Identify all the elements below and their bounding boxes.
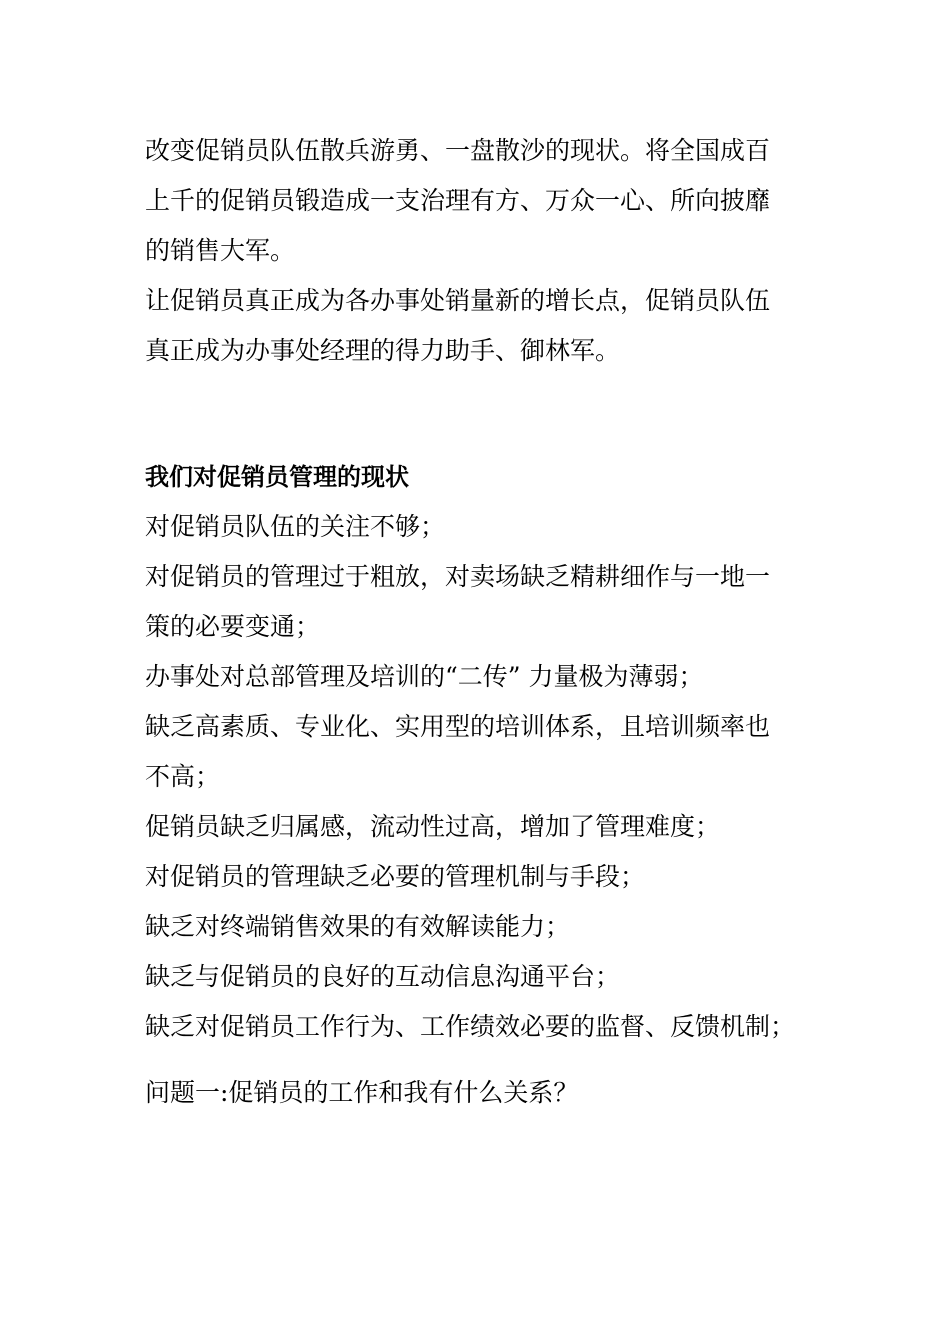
status-line: 办事处对总部管理及培训的“二传” 力量极为薄弱； (145, 662, 704, 691)
status-line: 缺乏高素质、专业化、实用型的培训体系，且培训频率也 (145, 712, 771, 741)
intro-line: 真正成为办事处经理的得力助手、御林军。 (145, 336, 621, 365)
document-page (145, 126, 825, 1118)
section-heading: 我们对促销员管理的现状 (145, 463, 409, 491)
status-line: 对促销员的管理过于粗放，对卖场缺乏精耕细作与一地一 (145, 562, 771, 591)
intro-line: 让促销员真正成为各办事处销量新的增长点，促销员队伍 (145, 286, 771, 315)
status-line: 不高； (145, 762, 221, 791)
intro-line: 的销售大军。 (145, 236, 296, 265)
status-line: 对促销员的管理缺乏必要的管理机制与手段； (145, 862, 646, 891)
spacer (145, 1052, 825, 1068)
question-line: 问题一:促销员的工作和我有什么关系？ (145, 1078, 579, 1107)
status-line: 促销员缺乏归属感，流动性过高，增加了管理难度； (145, 812, 721, 841)
status-line: 策的必要变通； (145, 612, 321, 641)
intro-line: 改变促销员队伍散兵游勇、一盘散沙的现状。将全国成百 (145, 136, 771, 165)
spacer (145, 376, 825, 452)
status-line: 对促销员队伍的关注不够； (145, 512, 446, 541)
status-section (145, 452, 825, 1052)
status-line: 缺乏对终端销售效果的有效解读能力； (145, 912, 571, 941)
status-line: 缺乏与促销员的良好的互动信息沟通平台； (145, 962, 621, 991)
status-line: 缺乏对促销员工作行为、工作绩效必要的监督、反馈机制； (145, 1012, 796, 1041)
intro-line: 上千的促销员锻造成一支治理有方、万众一心、所向披靡 (145, 186, 771, 215)
intro-section (145, 126, 825, 376)
